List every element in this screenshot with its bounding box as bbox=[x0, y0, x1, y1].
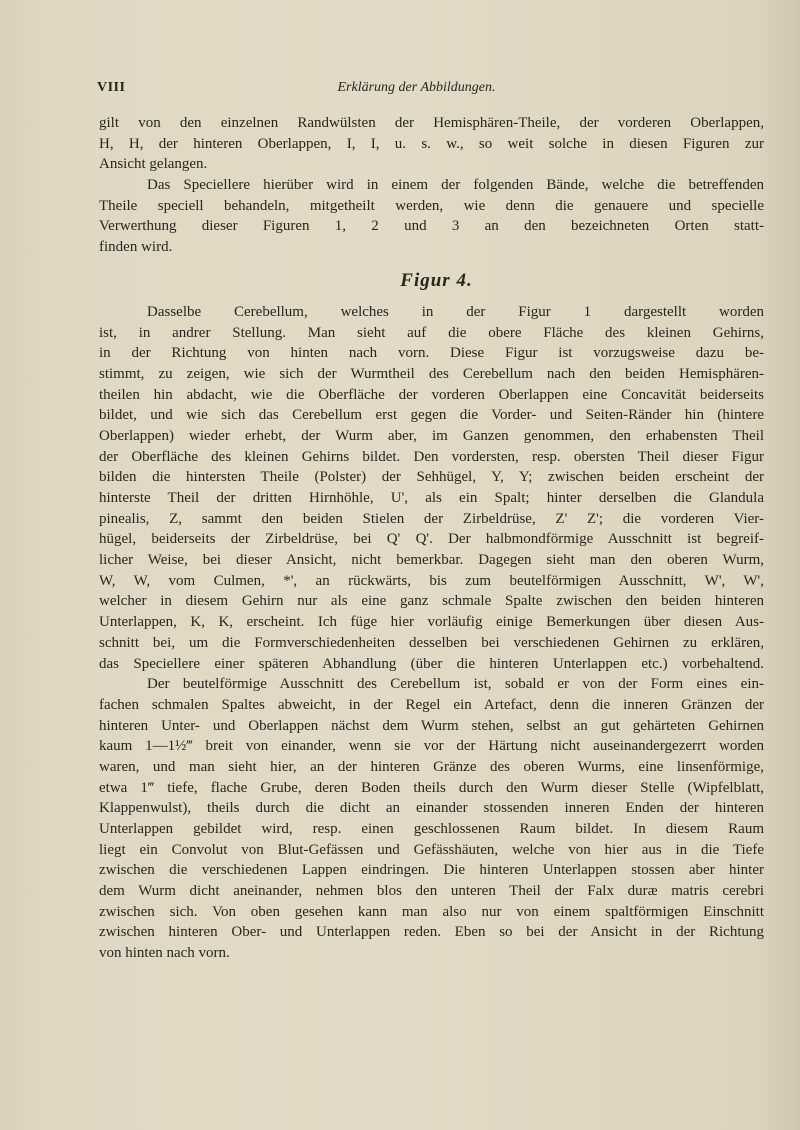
text-line: das Speciellere einer späteren Abhandlung (über die hinteren Unterlappen etc.) vorbehaltend. bbox=[99, 655, 764, 672]
text-line: Ansicht gelangen. bbox=[99, 156, 208, 173]
paragraph-3 bbox=[99, 302, 764, 674]
text-line: fachen schmalen Spaltes abweicht, in der Regel ein Artefact, denn die inneren Gränzen der bbox=[99, 696, 764, 713]
text-line: licher Weise, bei dieser Ansicht, nicht bemerkbar. Dagegen sieht man den oberen Wurm, bbox=[99, 552, 764, 569]
text-line: stimmt, zu zeigen, wie sich der Wurmtheil des Cerebellum nach den beiden Hemisphären- bbox=[99, 365, 764, 382]
page-header bbox=[97, 80, 706, 100]
text-line: etwa 1‴ tiefe, flache Grube, deren Boden theils durch den Wurm dieser Stelle (Wipfelblatt, bbox=[99, 779, 764, 796]
text-line: waren, und man sieht hier, an der hinteren Gränze des oberen Wurms, eine linsenförmige, bbox=[99, 758, 764, 775]
paragraph-4 bbox=[99, 674, 764, 964]
text-line: Unterlappen gebildet wird, resp. einen geschlossenen Raum bildet. In diesem Raum bbox=[99, 821, 764, 837]
text-line: bildet, und wie sich das Cerebellum erst gegen die Vorder- und Seiten-Ränder hin (hintere bbox=[99, 407, 764, 424]
text-line: hügel, beiderseits der Zirbeldrüse, bei Q' Q'. Der halbmondförmige Ausschnitt ist begreif- bbox=[99, 531, 764, 548]
text-line: in der Richtung von hinten nach vorn. Diese Figur ist vorzugsweise dazu be- bbox=[99, 345, 764, 362]
text-line: Unterlappen, K, K, erscheint. Ich füge hier vorläufig einige Bemerkungen über diesen Aus- bbox=[99, 614, 764, 631]
text-line: Das Speciellere hierüber wird in einem der folgenden Bände, welche die betreffenden bbox=[147, 177, 764, 194]
text-line: Der beutelförmige Ausschnitt des Cerebellum ist, sobald er von der Form eines ein- bbox=[147, 676, 764, 693]
text-line: hinterste Theil der dritten Hirnhöhle, U', als ein Spalt; hinter derselben die Glandula bbox=[99, 490, 764, 506]
section-heading: Figur 4. bbox=[400, 269, 473, 291]
body-text bbox=[99, 113, 764, 964]
text-line: finden wird. bbox=[99, 239, 173, 256]
paragraph-1 bbox=[99, 113, 764, 175]
text-line: der Oberfläche des kleinen Gehirns bildet. Den vordersten, resp. obersten Theil dieser Figur bbox=[99, 448, 764, 465]
text-line: dem Wurm dicht aneinander, nehmen blos den unteren Theil der Falx duræ matris cerebri bbox=[99, 883, 764, 900]
text-line: theilen hin abdacht, wie die Oberfläche der vorderen Oberlappen eine Concavität beiderseits bbox=[99, 386, 764, 403]
text-line: Dasselbe Cerebellum, welches in der Figur 1 dargestellt worden bbox=[147, 303, 764, 320]
text-line: Theile speciell behandeln, mitgetheilt werden, wie denn die genauere und specielle bbox=[99, 197, 764, 214]
text-line: H, H, der hinteren Oberlappen, I, I, u. s. w., so weit solche in diesen Figuren zur bbox=[99, 135, 764, 152]
text-line: welcher in diesem Gehirn nur als eine ganz schmale Spalte zwischen den beiden hinteren bbox=[99, 593, 764, 610]
running-title: Erklärung der Abbildungen. bbox=[337, 80, 496, 95]
text-line: zwischen die verschiedenen Lappen eindringen. Die hinteren Unterlappen stossen aber hinter bbox=[99, 862, 764, 879]
text-line: ist, in andrer Stellung. Man sieht auf die obere Fläche des kleinen Gehirns, bbox=[99, 324, 764, 341]
text-line: Verwerthung dieser Figuren 1, 2 und 3 an den bezeichneten Orten statt- bbox=[99, 218, 764, 235]
text-line: schnitt bei, um die Formverschiedenheiten desselben bei verschiedenen Gehirnen zu erklären, bbox=[99, 634, 764, 651]
text-line: kaum 1—1½‴ breit von einander, wenn sie vor der Härtung nicht auseinandergezerrt worden bbox=[99, 738, 764, 755]
paragraph-2 bbox=[99, 175, 764, 258]
text-line: von hinten nach vorn. bbox=[99, 945, 230, 962]
text-line: Klappenwulst), theils durch die dicht an einander stossenden inneren Enden der hinteren bbox=[99, 800, 764, 817]
page-number: VIII bbox=[97, 80, 126, 95]
text-line: hinteren Unter- und Oberlappen nächst dem Wurm stehen, selbst an gut gehärteten Gehirnen bbox=[99, 717, 764, 734]
text-line: W, W, vom Culmen, *', an rückwärts, bis zum beutelförmigen Ausschnitt, W', W', bbox=[99, 572, 764, 589]
text-line: pinealis, Z, sammt den beiden Stielen der Zirbeldrüse, Z' Z'; die vorderen Vier- bbox=[99, 510, 764, 527]
text-line: gilt von den einzelnen Randwülsten der Hemisphären-Theile, der vorderen Oberlappen, bbox=[99, 115, 764, 131]
text-line: zwischen hinteren Ober- und Unterlappen reden. Eben so bei der Ansicht in der Richtung bbox=[99, 924, 764, 941]
text-line: Oberlappen) wieder erhebt, der Wurm aber, im Ganzen genommen, den erhabensten Theil bbox=[99, 427, 764, 444]
text-line: liegt ein Convolut von Blut-Gefässen und Gefässhäuten, welche von hier aus in die Tiefe bbox=[99, 841, 764, 858]
text-line: bilden die hintersten Theile (Polster) der Sehhügel, Y, Y; zwischen beiden erscheint der bbox=[99, 469, 764, 486]
text-line: zwischen sich. Von oben gesehen kann man also nur von einem spaltförmigen Einschnitt bbox=[99, 903, 764, 920]
